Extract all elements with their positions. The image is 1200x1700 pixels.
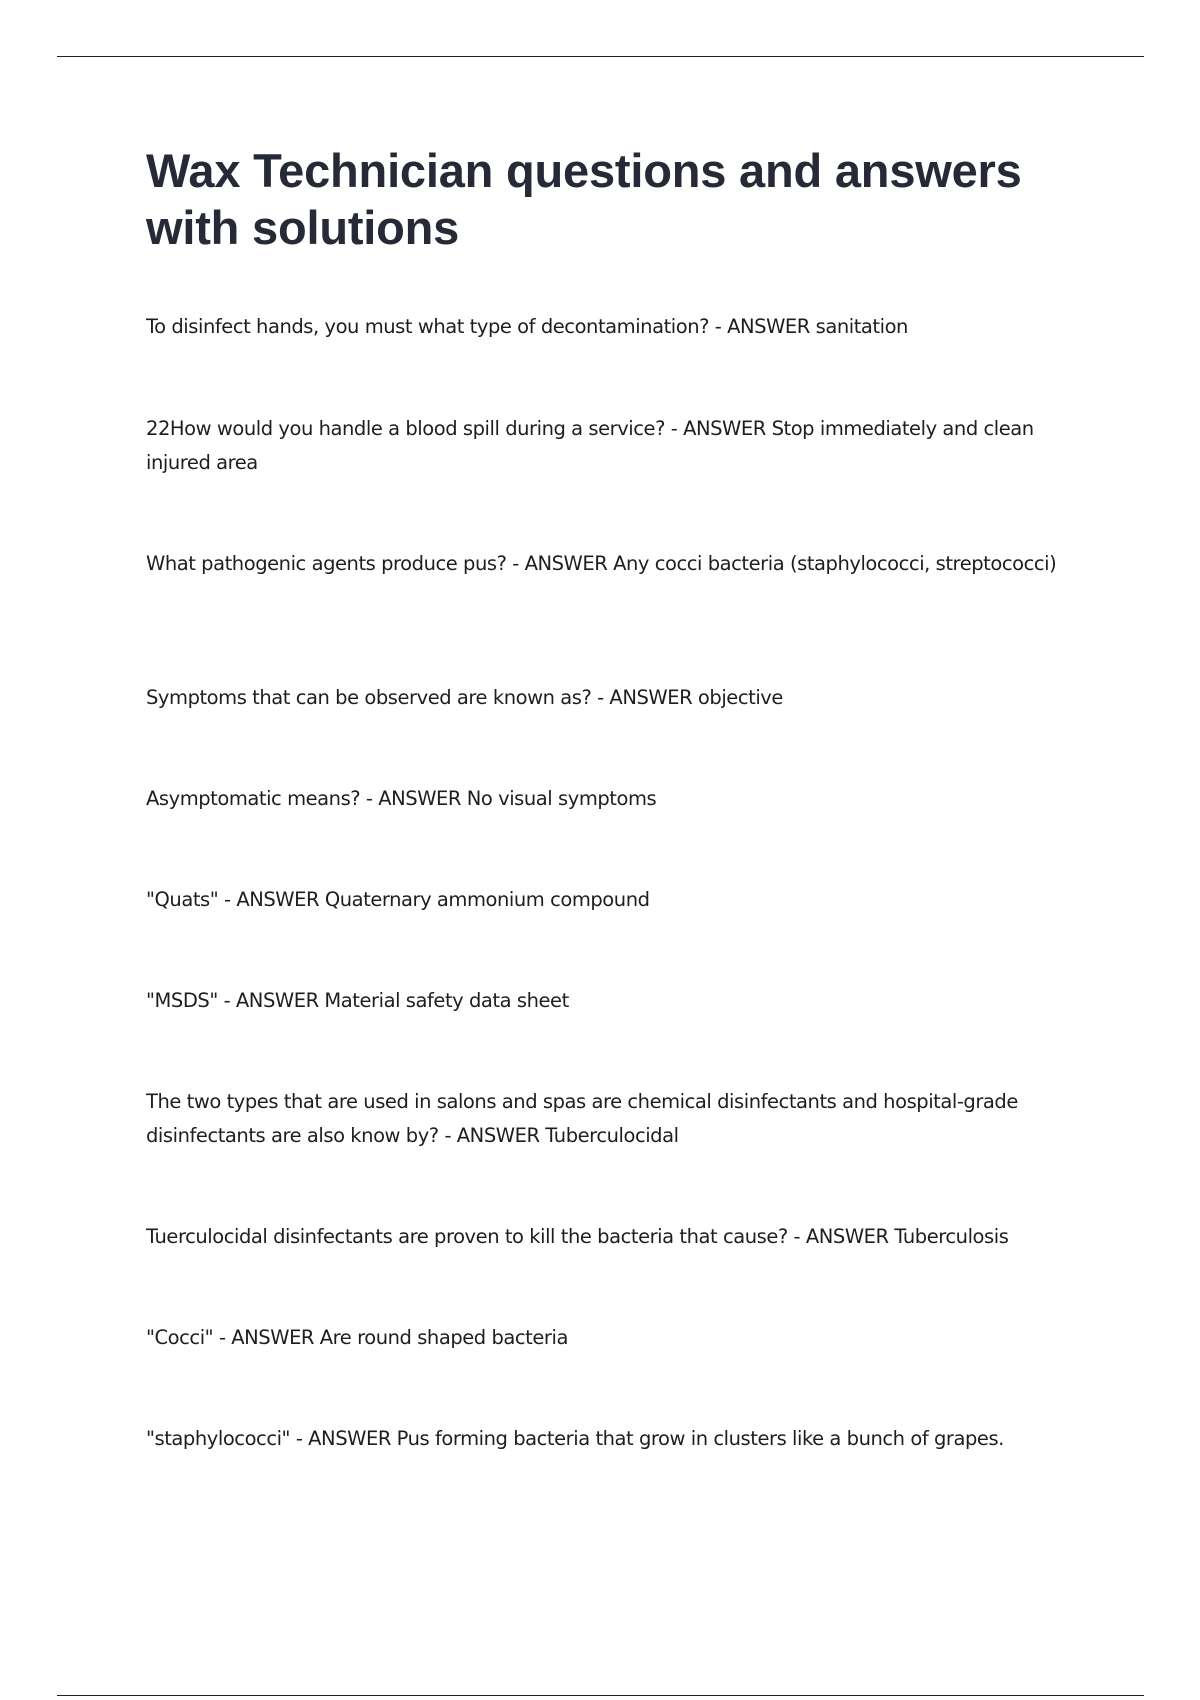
qa-item: "Quats" - ANSWER Quaternary ammonium compound xyxy=(146,888,650,911)
qa-item: What pathogenic agents produce pus? - ANSWER Any cocci bacteria (staphylococci, streptococci) xyxy=(146,552,1057,575)
qa-item: Asymptomatic means? - ANSWER No visual symptoms xyxy=(146,787,657,810)
qa-item: 22How would you handle a blood spill during a service? - ANSWER Stop immediately and clean injured area xyxy=(146,417,1034,474)
top-divider xyxy=(57,56,1144,57)
qa-item: "Cocci" - ANSWER Are round shaped bacteria xyxy=(146,1326,568,1349)
qa-item: Symptoms that can be observed are known as? - ANSWER objective xyxy=(146,686,783,709)
qa-item: The two types that are used in salons and spas are chemical disinfectants and hospital-grade disinfectants are also know by? - ANSWER Tuberculocidal xyxy=(146,1090,1018,1147)
qa-item: "staphylococci" - ANSWER Pus forming bacteria that grow in clusters like a bunch of grapes. xyxy=(146,1427,1004,1450)
document-title: Wax Technician questions and answers with solutions xyxy=(146,144,1022,254)
qa-item: To disinfect hands, you must what type of decontamination? - ANSWER sanitation xyxy=(146,315,908,338)
qa-item: Tuerculocidal disinfectants are proven to kill the bacteria that cause? - ANSWER Tuberculosis xyxy=(146,1225,1009,1248)
bottom-divider xyxy=(57,1695,1144,1696)
qa-item: "MSDS" - ANSWER Material safety data sheet xyxy=(146,989,569,1012)
